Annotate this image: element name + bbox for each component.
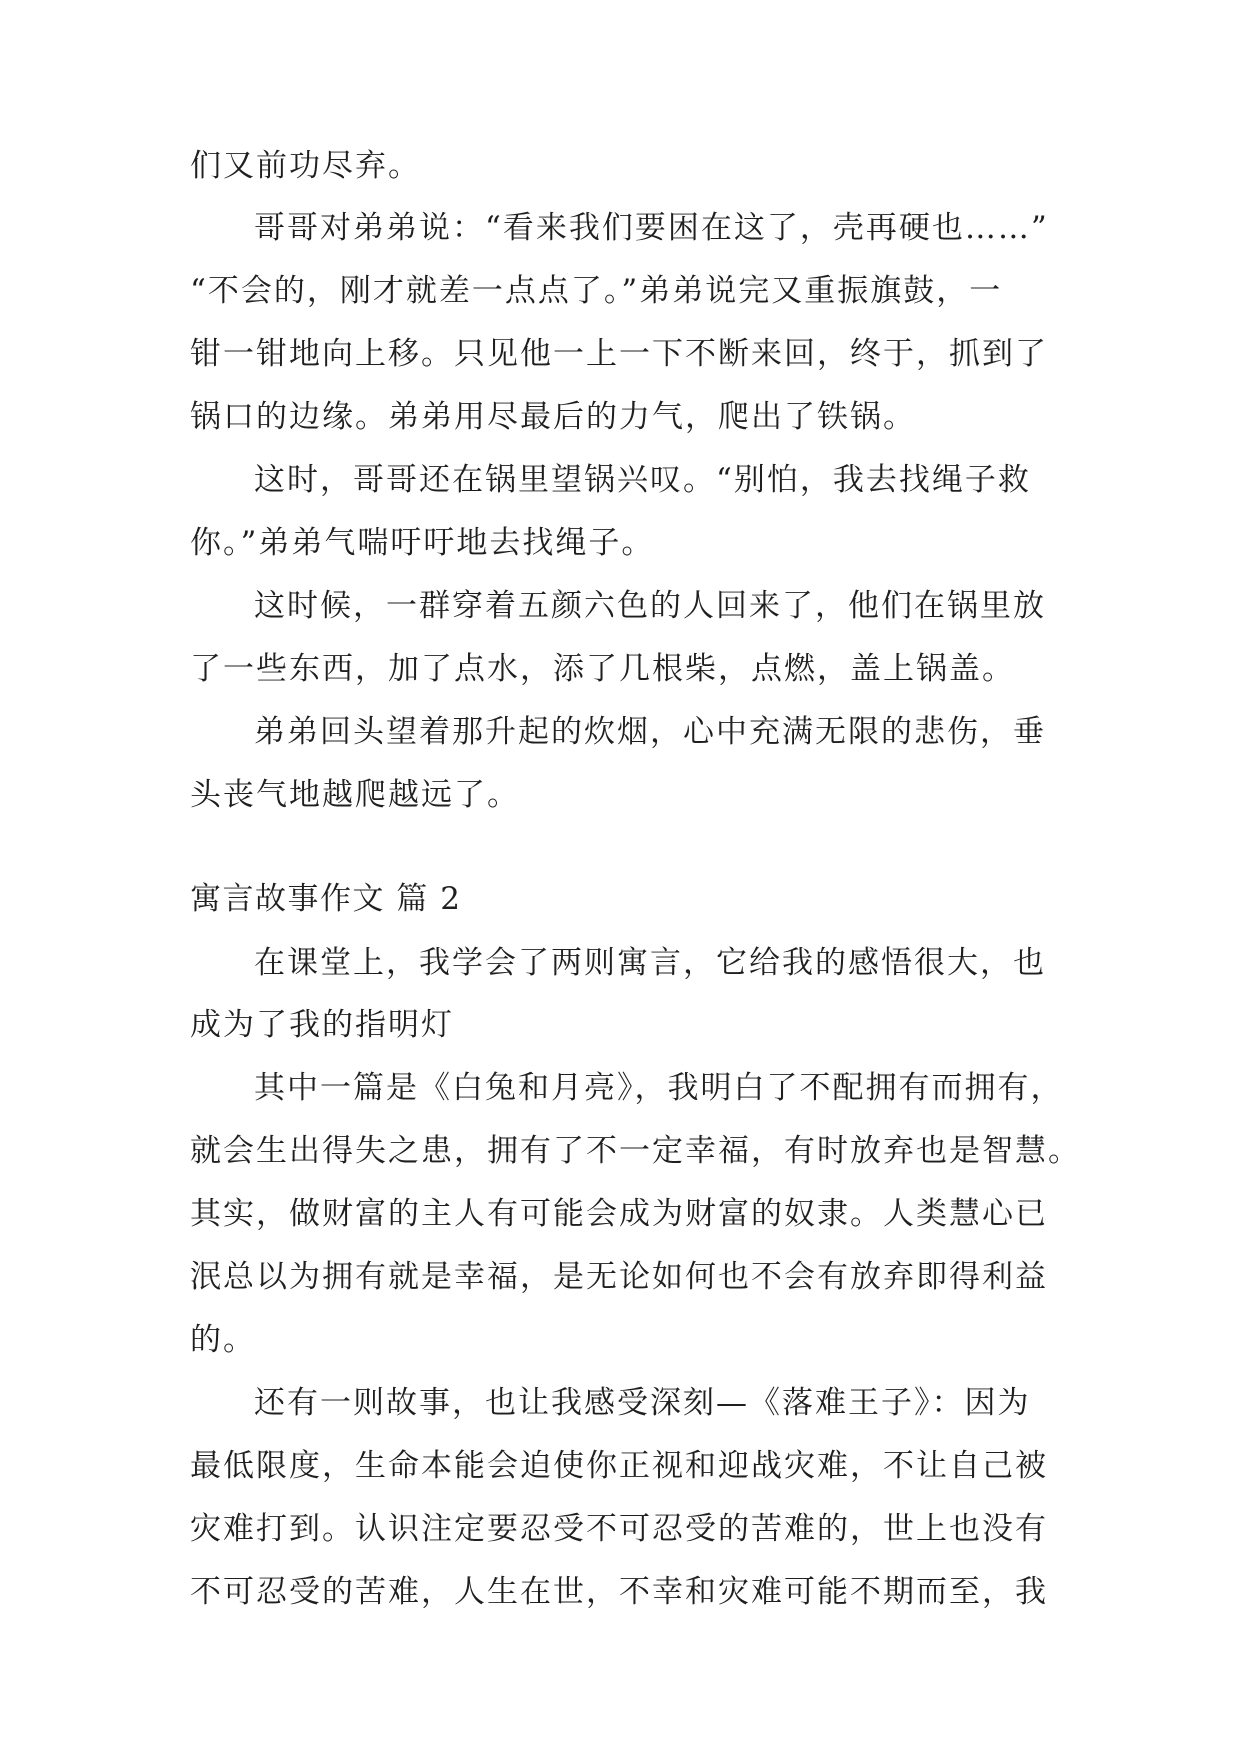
text-line: 泯总以为拥有就是幸福，是无论如何也不会有放弃即得利益 [190, 1259, 1048, 1295]
text-line: 锅口的边缘。弟弟用尽最后的力气，爬出了铁锅。 [190, 399, 916, 435]
text-line: 你。”弟弟气喘吁吁地去找绳子。 [190, 525, 655, 561]
text-line: 最低限度，生命本能会迫使你正视和迎战灾难，不让自己被 [190, 1448, 1048, 1484]
text-line: 不可忍受的苦难，人生在世，不幸和灾难可能不期而至，我 [190, 1574, 1048, 1610]
text-line: 灾难打到。认识注定要忍受不可忍受的苦难的，世上也没有 [190, 1511, 1048, 1547]
text-line: 这时候，一群穿着五颜六色的人回来了，他们在锅里放 [254, 588, 1046, 624]
text-line: 就会生出得失之患，拥有了不一定幸福，有时放弃也是智慧。 [190, 1133, 1081, 1169]
text-line: 还有一则故事，也让我感受深刻—《落难王子》：因为 [254, 1385, 1031, 1421]
text-line: 其实，做财富的主人有可能会成为财富的奴隶。人类慧心已 [190, 1196, 1048, 1232]
text-line: 们又前功尽弃。 [190, 148, 421, 184]
text-line: 弟弟回头望着那升起的炊烟，心中充满无限的悲伤，垂 [254, 714, 1046, 750]
text-line: 的。 [190, 1322, 256, 1358]
section-heading: 寓言故事作文 篇 2 [190, 881, 462, 917]
text-line: 了一些东西，加了点水，添了几根柴，点燃，盖上锅盖。 [190, 651, 1015, 687]
text-line: “不会的，刚才就差一点点了。”弟弟说完又重振旗鼓，一 [190, 273, 1003, 309]
text-line: 成为了我的指明灯 [190, 1007, 454, 1043]
text-line: 其中一篇是《白兔和月亮》，我明白了不配拥有而拥有， [254, 1070, 1064, 1106]
text-line: 钳一钳地向上移。只见他一上一下不断来回，终于，抓到了 [190, 336, 1048, 372]
text-line: 这时，哥哥还在锅里望锅兴叹。“别怕，我去找绳子救 [254, 462, 1031, 498]
text-line: 头丧气地越爬越远了。 [190, 777, 520, 813]
text-line: 在课堂上，我学会了两则寓言，它给我的感悟很大，也 [254, 945, 1046, 981]
text-line: 哥哥对弟弟说：“看来我们要困在这了，壳再硬也……” [254, 210, 1049, 246]
